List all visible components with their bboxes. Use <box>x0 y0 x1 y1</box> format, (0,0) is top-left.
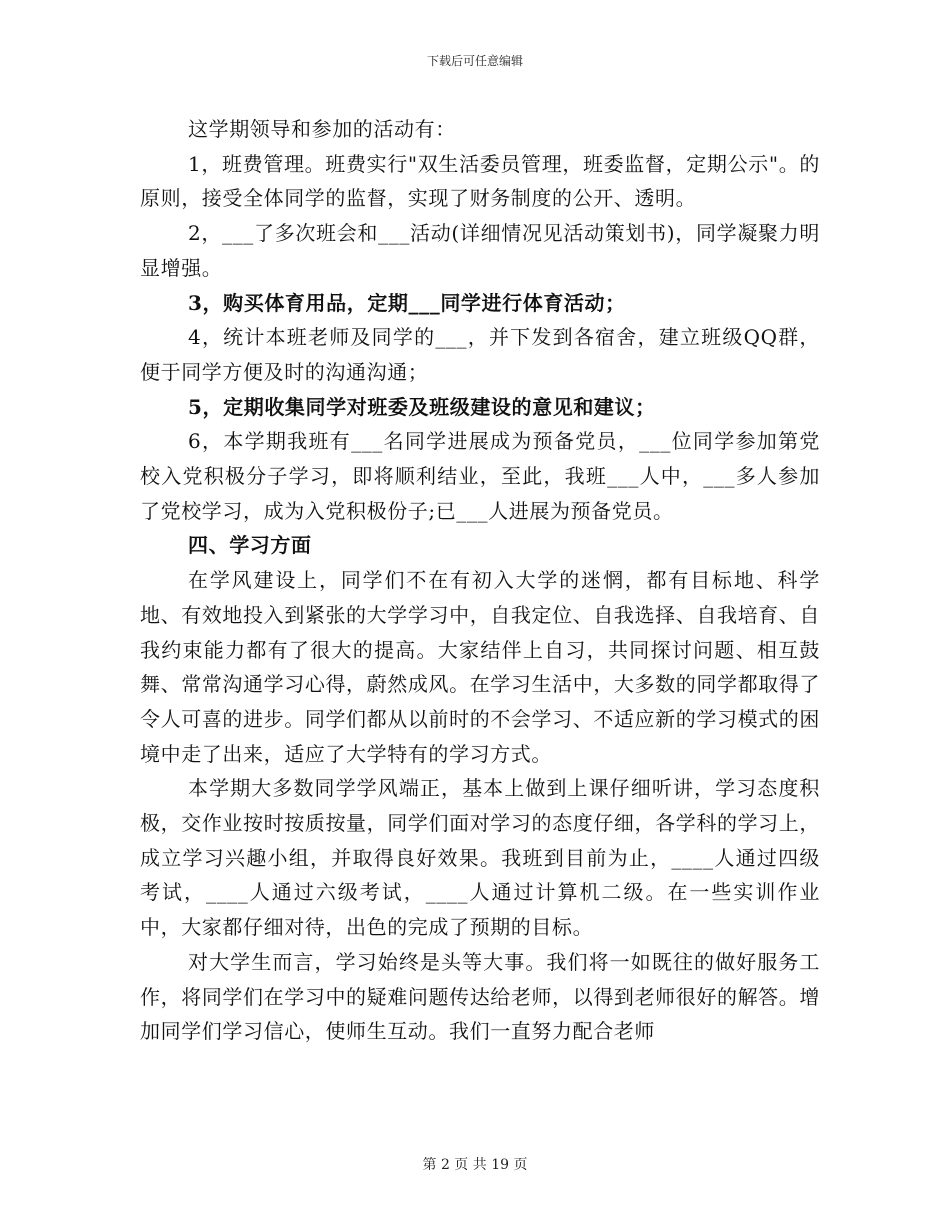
paragraph-1: 这学期领导和参加的活动有： <box>188 117 456 141</box>
document-body <box>140 112 820 1049</box>
paragraph-4: 3，购买体育用品，定期___同学进行体育活动； <box>188 290 626 315</box>
paragraph-6: 5，定期收集同学对班委及班级建设的意见和建议； <box>188 394 656 419</box>
paragraph-3: 2，___了多次班会和___活动(详细情况见活动策划书)，同学凝聚力明显增强。 <box>140 221 820 280</box>
section-heading-study: 四、学习方面 <box>188 533 312 558</box>
paragraph-9: 本学期大多数同学学风端正，基本上做到上课仔细听讲，学习态度积极，交作业按时按质按量，同学们面对学习的态度仔细，各学科的学习上，成立学习兴趣小组，并取得良好效果。我班到目前为止，____人通过四级考试，____人通过六级考试，____人通过计算机二级。在一些实训作业中，大家都仔细对待，出色的完成了预期的目标。 <box>140 776 820 940</box>
paragraph-10: 对大学生而言，学习始终是头等大事。我们将一如既往的做好服务工作，将同学们在学习中的疑难问题传达给老师，以得到老师很好的解答。增加同学们学习信心，使师生互动。我们一直努力配合老师 <box>140 949 820 1044</box>
paragraph-2: 1，班费管理。班费实行"双生活委员管理，班委监督，定期公示"。的原则，接受全体同学的监督，实现了财务制度的公开、透明。 <box>140 151 820 211</box>
page-number-footer: 第 2 页 共 19 页 <box>422 1157 528 1173</box>
page-header-note: 下载后可任意编辑 <box>426 54 523 68</box>
paragraph-5: 4，统计本班老师及同学的___，并下发到各宿舍，建立班级QQ群，便于同学方便及时的沟通沟通； <box>140 325 820 384</box>
paragraph-7: 6，本学期我班有___名同学进展成为预备党员，___位同学参加第党校入党积极分子学习，即将顺利结业，至此，我班___人中，___多人参加了党校学习，成为入党积极份子;已___人进展为预备党员。 <box>140 429 820 523</box>
paragraph-8: 在学风建设上，同学们不在有初入大学的迷惘，都有目标地、科学地、有效地投入到紧张的大学学习中，自我定位、自我选择、自我培育、自我约束能力都有了很大的提高。大家结伴上自习，共同探讨问题、相互鼓舞、常常沟通学习心得，蔚然成风。在学习生活中，大多数的同学都取得了令人可喜的进步。同学们都从以前时的不会学习、不适应新的学习模式的困境中走了出来，适应了大学特有的学习方式。 <box>140 568 820 766</box>
